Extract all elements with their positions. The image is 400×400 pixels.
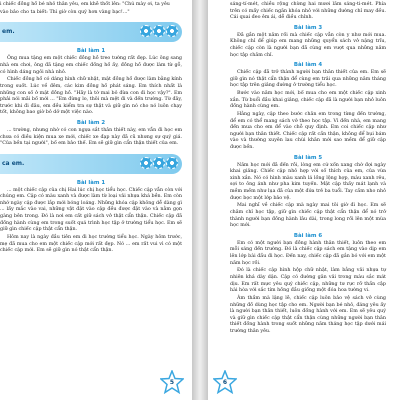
paragraph: Ông mua tặng em một chiếc đồng hồ treo tường rất đẹp. Lúc ông sang nhà em chơi, ông đã tặng em chiếc đồng hồ ấy, đồng hồ được làm từ gỗ, có hình dáng ngôi nhà nhỏ. [0,56,182,75]
paragraph: Hôm nay là ngày đầu tiên em đi học trường tiểu học. Ngày hôm trước, mẹ đã mua cho em một chiếc cặp mới rất đẹp. Nó ... em rất vui vì có một chiếc cặp mới. Em sẽ giữ gìn nó thật cẩn thận. [0,235,182,254]
topic-banner-1 [0,22,182,42]
left-top-line-2: vào bảo cho ta biết: Thì giờ còn quý hơn vàng bạc!..." [0,9,130,15]
flower-icon [153,25,165,37]
right-page [208,0,400,400]
paragraph: Em có một người bạn đồng hành thân thiết, luôn theo em mỗi sáng đến trường. Đó là chiếc cặp sách em tặng vào dịp em lên lớp bài đầu đi học. Đến nay, chiếc cặp đã gắn bó với em một năm học rồi. [230,240,386,266]
paragraph: Đã gần một năm rồi mà chiếc cặp vẫn còn y như mới mua. Không chỉ để giúp em mang những quyển sách vở nặng trĩu, chiếc cặp còn là người bạn đã cùng em vượt qua những năm học tập chăm chỉ. [230,32,386,58]
paragraph: Chiếc đồng hồ có dáng hình chữ nhật, mặt đồng hồ được làm bằng kính trong suốt. Lúc về đêm, các kim đồng hồ phát sáng. Em thích nhất là những con số ở mặt đồng hồ. "Hãy là tờ mai bỏ đừa con đi học vậy?". Em phải nói mãi bố mới ... "Em đừng lo, thôi mà mệt đi và đến trường. Từ đây, trước khi đi đâu, em đều kiểm tra sự thật và giữ gìn nó cho nó luôn chạy tốt, không bao giờ bỏ dở một việc nào. [0,77,182,116]
section-heading: Bài làm 2 [76,119,106,126]
flower-icon [166,25,178,37]
right-column [230,2,386,337]
page-number: 6 [222,379,228,386]
paragraph: ... trường, nhưng nhờ có con ngựa sắt thân thiết này, em vẫn đi học em chưa có điều kiện mua xe mới, chiếc xe đạp này đã cũ nhưng sự quý giá. "Của bền tại người", bố em bảo thế. Em sẽ giữ gìn cẩn thận thiết của em. [0,127,182,147]
paragraph: Hằng ngày, cặp theo bước chân em trong từng đến trường, để em có thể mang sách vở theo học tập. Vì đến nhà, em mang đến mua cho em để vào chỗ quy định. Em coi chiếc cặp như người bạn thân thiết. Chiếc cặp rất cần thận, không để bụi bám vào và thường xuyên lau chùi khăn mới sao mềm để giữ cặp được bền. [230,112,386,151]
paragraph: Năm học mới đã đến rồi, lòng em cứ xốn xang chờ đợi ngày khai giảng. Chiếc cặp nhỏ hợp với số thích của em, của vừa xinh xắn. Nó có hình màu xanh lá lồng lộng hợp, màu xanh rêu, sợi to ông ánh như pha kim tuyến. Mặt cặp thấy mát lạnh và mềm mềm như lụa đã của một đứa trẻ ba tuổi. Tay cầm nho nhỏ được bọc một lớp bảo vệ. [230,162,386,201]
paragraph: Chiếc cặp đã trở thành người bạn thân thiết của em. Em sẽ giữ gìn nó thật cẩn thận để cùng em trải qua những năm tháng học tập trên giảng đường ở trường tiểu học. [230,70,386,89]
section-heading: Bài làm 3 [293,24,323,31]
flower-icon [140,25,152,37]
paragraph: Mai nghĩ về chiếc cặp mà ngày mai tôi giờ đi học. Em sẽ chăm chỉ học tập, giữ gìn chiếc cặp thật cẩn thận để nó trở thành người bạn đồng hành lâu dài, trong long rồi lên một mùa học mới. [230,203,386,229]
section-heading: Bài làm 4 [293,62,323,69]
paragraph: Bước vào năm học mới, bố mua cho em một chiếc cặp xinh xắn. Từ buổi đầu khai giảng, chiếc cặp đã là người bạn nhỏ luôn đồng hành cùng em. [230,91,386,110]
section-heading: Bài làm 1 [76,48,106,55]
topic-banner-2-text: ca em. [2,159,25,167]
banner-flowers [140,157,178,169]
topic-banner-1-text: em. [2,28,15,36]
paragraph: Âm thầm mà lặng lẽ, chiếc cặp luôn bảo vệ sách vở cùng những đồ dùng học tập cho em. Người bạn bé nhỏ, đáng yêu ấy là người bạn thân thiết, luôn đồng hành với em. Em sẽ yêu quý và giữ gìn chiếc cặp thật cẩn thận cùng những người bạn thân thiết đồng hành trong suốt những năm tháng học tập dưới mái trường thân yêu. [230,295,386,334]
banner-flowers [140,25,178,37]
section-heading: Bài làm 5 [293,154,323,161]
page-number-star-right [213,370,237,394]
flower-icon [140,157,152,169]
topic-banner-2 [0,154,182,174]
section-heading: Bài làm 6 [293,232,323,239]
paragraph: ... một chiếc cặp của chị Hai lúc chị học tiểu học. Chiếc cặp vẫn còn với chúng em. Cặp có màu xanh và được làm từ loại vải nhựa khá bền. Em còn nhớ ngày cặp được lắp mới bóng loáng. Những khóa cặp không dễ dàng gì ... lấy mắc vào vai, những vật đặt vào cặp đều được đặt vào và nằm gọn gàng bên trong. Đó là nơi em cất giữ sách vở thật cẩn thận. Chiếc cặp đã đồng hành cùng em trong suốt quá trình học tập ở trường tiểu học. Em sẽ giữ gìn chiếc cặp thật cẩn thận. [0,187,182,233]
section-heading: Bài làm 1 [76,179,106,186]
flower-icon [166,157,178,169]
flower-icon [153,157,165,169]
paragraph: Đó là chiếc cặp hình hộp chữ nhật, làm bằng vải nhựa tự nhiên khá dày dặn. Cặp có đường gân vải trong màu sắc mát dịu. Em rất mực yêu quý chiếc cặp, những tư rực rỡ thần cập hài hòa với sắc tím hồng đầu giống một đóa hoa tường vi. [230,268,386,294]
book-gutter [192,0,208,400]
page-number: 5 [169,379,175,386]
left-page [0,0,192,400]
left-top-line-1: i chiếc đồng hồ bé nhỏ thân yêu, em khẽ thốt lên: "Chú mày ơi, ta yêu [0,2,170,7]
left-column [0,2,182,256]
page-number-star-left [160,370,184,394]
right-top-fragment: sáng-tí-mét, chiều rộng chừng hai mươi lăm sáng-ti-mét. Phía trên có mấy chiếc ngăn khóa nhỏ với những đường chỉ may đều. Cái quai đeo êm ái, dễ điều chỉnh. [230,2,386,21]
